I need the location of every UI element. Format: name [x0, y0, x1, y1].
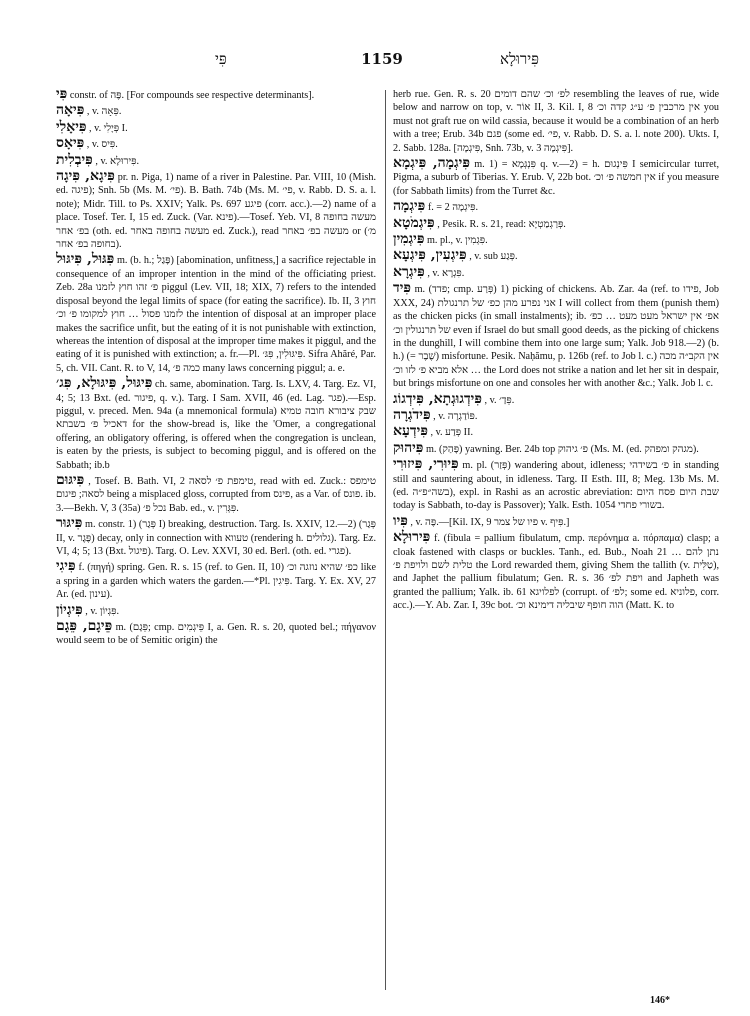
entry-headword: פִּיגְעִין, פִּיגְעָא — [393, 247, 467, 264]
dictionary-entry — [393, 282, 719, 390]
entry-headword: פִּיגּוּר — [56, 515, 83, 532]
entry-body: , v. פֵּאָה. — [86, 106, 122, 118]
entry-headword: פִּיגְיוֹן — [56, 601, 83, 618]
entry-headword: פִּיגְמֹטָא — [393, 214, 435, 231]
entry-headword: פִּידְעָא — [393, 423, 428, 440]
entry-headword: פִּידְגוּגְתָא, פִּידְגוֹג — [393, 390, 482, 407]
entry-body: m. (b. h.; פָּגַל) [abomination, unfitness,] a sacrifice rejectable in consequence of an improper intention in the mind of the officiating priest. Zeb. 28a פ׳ זהו חוץ לזמנו piggul (Lev. VII, 18; XIX, 7) refers to the intended disposal beyond the legal limits of space (for eating the sacrifice). Ib. II, 3 חוץ לזמנו פסול … חוץ למקומו פ׳ וכ׳ the intention of disposal at an improper place makes the sacrifice unfit, but the eating of it is not punishable with extinction, whereas the intention of disposal at the improper time makes it piggul, and the eating of it is punished with extinction; a. fr.—Pl. פִּיגּוּלִין, פִּגּ׳. Sifra Ahăré, Par. 5, ch. VII. Cant. R. to V, 14, כמה פ׳ many laws concerning piggul; a. e. — [56, 255, 376, 374]
left-column — [56, 88, 376, 993]
entry-body: constr. of פֶּה. [For compounds see respective determinants]. — [69, 90, 315, 101]
dictionary-entry — [56, 620, 376, 648]
entry-body: f. (πηγή) spring. Gen. R. s. 15 (ref. to Gen. II, 10) כפ׳ שהיא נוזגה וכ׳ like a spring in a garden which waters the garden.—*Pl. פִּיגִין. Targ. Y. Ex. XV, 27 Ar. (ed. עינון). — [56, 562, 376, 601]
dictionary-entry — [393, 214, 719, 231]
entry-body: ch. same, abomination. Targ. Is. LXV, 4. Targ. Ez. VI, 4; 5; 13 Bxt. (ed. פיגור, q. v.). Targ. I Sam. XVII, 46 (ed. Lag. פגר).—Esp. piggul, v. preced. Men. 94a (a mnemonical formula) שבק ציבורא חובה טמיא דאכיל פ׳ בשבתא for the show-bread is, like the 'Omer, a congregational offering, an obligatory offering, is offered when the congregation is unclean, is eaten by the priests, is subject to becoming piggul, and is offered on the Sabbath; ib.b — [56, 379, 376, 471]
dictionary-entry — [393, 249, 719, 263]
dictionary-entry — [56, 88, 376, 102]
column-divider — [385, 90, 386, 990]
entry-headword: פִּיגִי — [56, 558, 76, 575]
entry-headword: פִּידֹגְרָה — [393, 406, 431, 423]
dictionary-entry — [56, 471, 376, 515]
entry-headword: פִּיגְמִין — [393, 231, 425, 248]
entry-body: , v. פְּיָלִי I. — [89, 122, 128, 134]
entry-headword: פִּיד — [393, 280, 412, 297]
running-head-right: פִּירוּלָא — [500, 50, 540, 68]
running-head-left: פִּי — [215, 50, 227, 68]
entry-body: , v. פִּירוּלָא. — [95, 155, 140, 167]
entry-body: , v. פִּגְיוֹן. — [85, 605, 120, 617]
dictionary-entry — [393, 439, 719, 456]
dictionary-entry — [56, 137, 376, 151]
dictionary-entry — [393, 425, 719, 439]
entry-headword: פִּיוּרִי, פִּיזוּרִי — [393, 456, 459, 473]
entry-headword: פִּיגּוּל, פִּיגּוּלָא, פִּג׳ — [56, 375, 153, 392]
entry-body: , Tosef. B. Bath. VI, 2 טימפת פ׳ לסאה, read with ed. Zuck.: טימפס לסאה; פיגום being a misplaced gloss, corrupted from פינס, as a Var. of פונס. ib. 3.—Bekh. V, 3 (35a) נכל פ׳ Bab. ed., v. פִּגְּרִין. — [56, 475, 376, 514]
entry-body: m. (פֵּגָם; cmp. פֵּיגְמִים I, a. Gen. R. s. 20, quoted bel.; πήγανον would seem to be of Semitic origin) the — [56, 622, 376, 647]
dictionary-entry — [56, 601, 376, 618]
dictionary-entry — [56, 560, 376, 601]
entry-body: , v. פְּדַע II. — [430, 427, 474, 439]
entry-headword: פִּיהוּק — [393, 439, 424, 456]
dictionary-entry — [393, 531, 719, 612]
entry-headword: פֵּיגָם, פֵּגָם — [56, 618, 113, 635]
entry-body: , v. פִּגְרָא. — [427, 267, 465, 279]
dictionary-entry — [393, 390, 719, 407]
entry-body: m. (פָּהַק) yawning. Ber. 24b top פ׳ גיהוק (Ms. M. (ed. מגהק ומפהק). — [425, 443, 699, 455]
dictionary-entry — [393, 157, 719, 198]
entry-body: , Pesik. R. s. 21, read: פְּרַגְמַטְיָא. — [437, 218, 566, 230]
dictionary-entry — [393, 88, 719, 155]
dictionary-entry — [56, 517, 376, 558]
dictionary-entry — [56, 253, 376, 375]
right-column — [393, 88, 719, 993]
entry-headword: פִּיגּוּם — [56, 471, 85, 488]
dictionary-entry — [393, 406, 719, 423]
entry-headword: פִּיאָס — [56, 135, 85, 152]
entry-headword: פִּיאָלִי — [56, 118, 87, 135]
dictionary-entry — [393, 458, 719, 513]
entry-headword: פִּיו — [393, 512, 408, 529]
entry-body: f. = פִּיגְמָה 2. — [427, 202, 479, 214]
entry-body: m. pl. (פְּזַר) wandering about, idleness; פ׳ בשידהי in standing still and sauntering about, in idleness. Targ. II Esth. III, 8; Meg. 13b Ms. M. (ed. בשה״פ״ה), expl. in Rashi as an acrostic abreviation: שבת היום פסח היום today is Sabbath, to-day is Passover); Yalk. Esth. 1054 בשורי פחדי. — [393, 460, 719, 512]
entry-headword: פִּיבְלִית — [56, 151, 93, 168]
entry-body: , v. sub פְּגַע. — [469, 251, 518, 263]
entry-headword: פִּיגָא, פִּיגָה — [56, 168, 115, 185]
entry-headword: פִּירוּלָא — [393, 529, 431, 546]
dictionary-entry — [393, 233, 719, 247]
dictionary-entry — [56, 151, 376, 168]
entry-headword: פִּגּוּל, פִּיגּוּל — [56, 251, 115, 268]
entry-body: , v. פִּיס. — [86, 139, 118, 151]
entry-body: m. constr. 1) (פְּגַר I) breaking, destruction. Targ. Is. XXIV, 12.—2) (פְּגַר II, v. פֶּגֶר) decay, only in connection with טעווא (rendering h. גלולים). Targ. Ez. VI, 4; 5; 13 (Bxt. פיגול). Targ. O. Lev. XXVI, 30 ed. Berl. (oth. ed. פגרי). — [56, 519, 376, 557]
entry-body: , v. פּוֹדַגְרָה. — [433, 410, 478, 422]
page-number: 1159 — [361, 50, 403, 68]
entry-body: m. 1) = פִּנְגְּמָא q. v.—2) = h. פִּינְגוּם I semicircular turret, Pigma, a suburb of Tiberias. Y. Erub. V, 22b bot. אין חמשה פ׳ וכ׳ if you measure (for Sabbath limits) from the Turret &c. — [393, 159, 719, 197]
dictionary-entry — [56, 118, 376, 135]
dictionary-entry — [56, 104, 376, 118]
entry-headword: פִּיגְמָה — [393, 198, 426, 215]
entry-body: , v. פֶּה.—[Kil. IX, 9 פיו של צמר v. פִּיף.] — [410, 516, 570, 528]
entry-body: herb rue. Gen. R. s. 20 לפ׳ וכ׳ שהם דומים resembling the leaves of rue, wide below and narrow on top, v. אוֹר II, 3. Kil. I, 8 אין מרכבין פ׳ ע״ג קדה וכ׳ you must not graft rue on wild cassia, because it would be a combination of an herb with a tree; Erub. 34b פגם (some ed. פי׳, v. Rabb. D. S. a. l. note 200). Ukts. I, 2. Sabb. 128a. [פִּיגְמָה, Snh. 73b, v. פִּיגְמָה 3]. — [393, 89, 719, 154]
entry-body: m. (פדד; cmp. פְּרַע) 1) picking of chickens. Ab. Zar. 4a (ref. to פידו, Job XXX, 24) אני נפרע מהן כפ׳ של תרנגולת I will collect from them (punish them) as the chicken picks (in small instalments); ib. אפ׳ אין ישראל מעט מעט … כפ׳ של תרנגולין וכ׳ even if Israel do but small good deeds, as the picking of chickens in the dunghill, I will combine them into one large sum; Yalk. Job 918.—2) (b. h.) (= שֶׁבֶר) misfortune. Pesik. Naḥămu, p. 126b (ref. to Job l. c.) אין הקב״ה מכה … אלא מביא פ׳ לזו וכ׳ the Lord does not strike a nation and let her sit in despair, but brings misfortune on one and consoles her with another &c.; Yalk. Job l. c. — [393, 284, 719, 390]
entry-body: , v. פֵּדַ׳. — [484, 394, 515, 406]
dictionary-entry — [56, 377, 376, 472]
signature-mark: 146* — [650, 995, 670, 1006]
dictionary-entry — [393, 200, 719, 214]
dictionary-entry — [393, 263, 719, 280]
dictionary-entry — [393, 512, 719, 529]
entry-headword: פִּיגְמָה, פִּיגְמָא — [393, 155, 470, 172]
entry-headword: פִּיאָה — [56, 102, 85, 119]
dictionary-entry — [56, 170, 376, 251]
entry-headword: פִּיגְרָא — [393, 263, 425, 280]
entry-body: m. pl., v. פִּגְמִין. — [427, 235, 488, 247]
entry-headword: פִּי — [56, 88, 68, 102]
entry-body: f. (fibula = pallium fibulatum, cmp. περόνημα a. πόρπαμα) clasp; a cloak fastened with clasps or buckles. Tanh., ed. Bub., Noah 21 נתן להם … טלית לשם ולויפת פ׳ the Lord rewarded them, giving Shem the tallith (v. טַלִּית), and Japhet the pallium fibulatum; Gen. R. s. 36 ויפת לפ׳ and Japheth was granted the pallium; Yalk. ib. 61 לפלויגא (corrupt. of לפ׳; some ed. פלוניא, corr. acc.).—Y. Ab. Zar. I, 39c bot. הוה חופף שיבליה דימינא וכ׳ (Matt. K. to — [393, 533, 719, 612]
entry-body: pr. n. Piga, 1) name of a river in Palestine. Par. VIII, 10 (Mish. ed. פיגה); Snh. 5b (Ms. M. פי׳). B. Bath. 74b (Ms. M. פי׳, v. Rabb. D. S. a. l. note); Midr. Till. to Ps. XXIV; Yalk. Ps. 697 פיגע (corr. acc.).—2) name of a place. Tosef. Ter. I, 15 ed. Zuck. (Var. פינא).—Tosef. Yeb. VI, 8 מעשה בחופה בפ׳ אחר (oth. ed. מעשה בחופה באחר ed. Zuck.), read מעשה בפ׳ באחר or (מ׳ בחופה בפ׳ אחר). — [56, 172, 376, 251]
